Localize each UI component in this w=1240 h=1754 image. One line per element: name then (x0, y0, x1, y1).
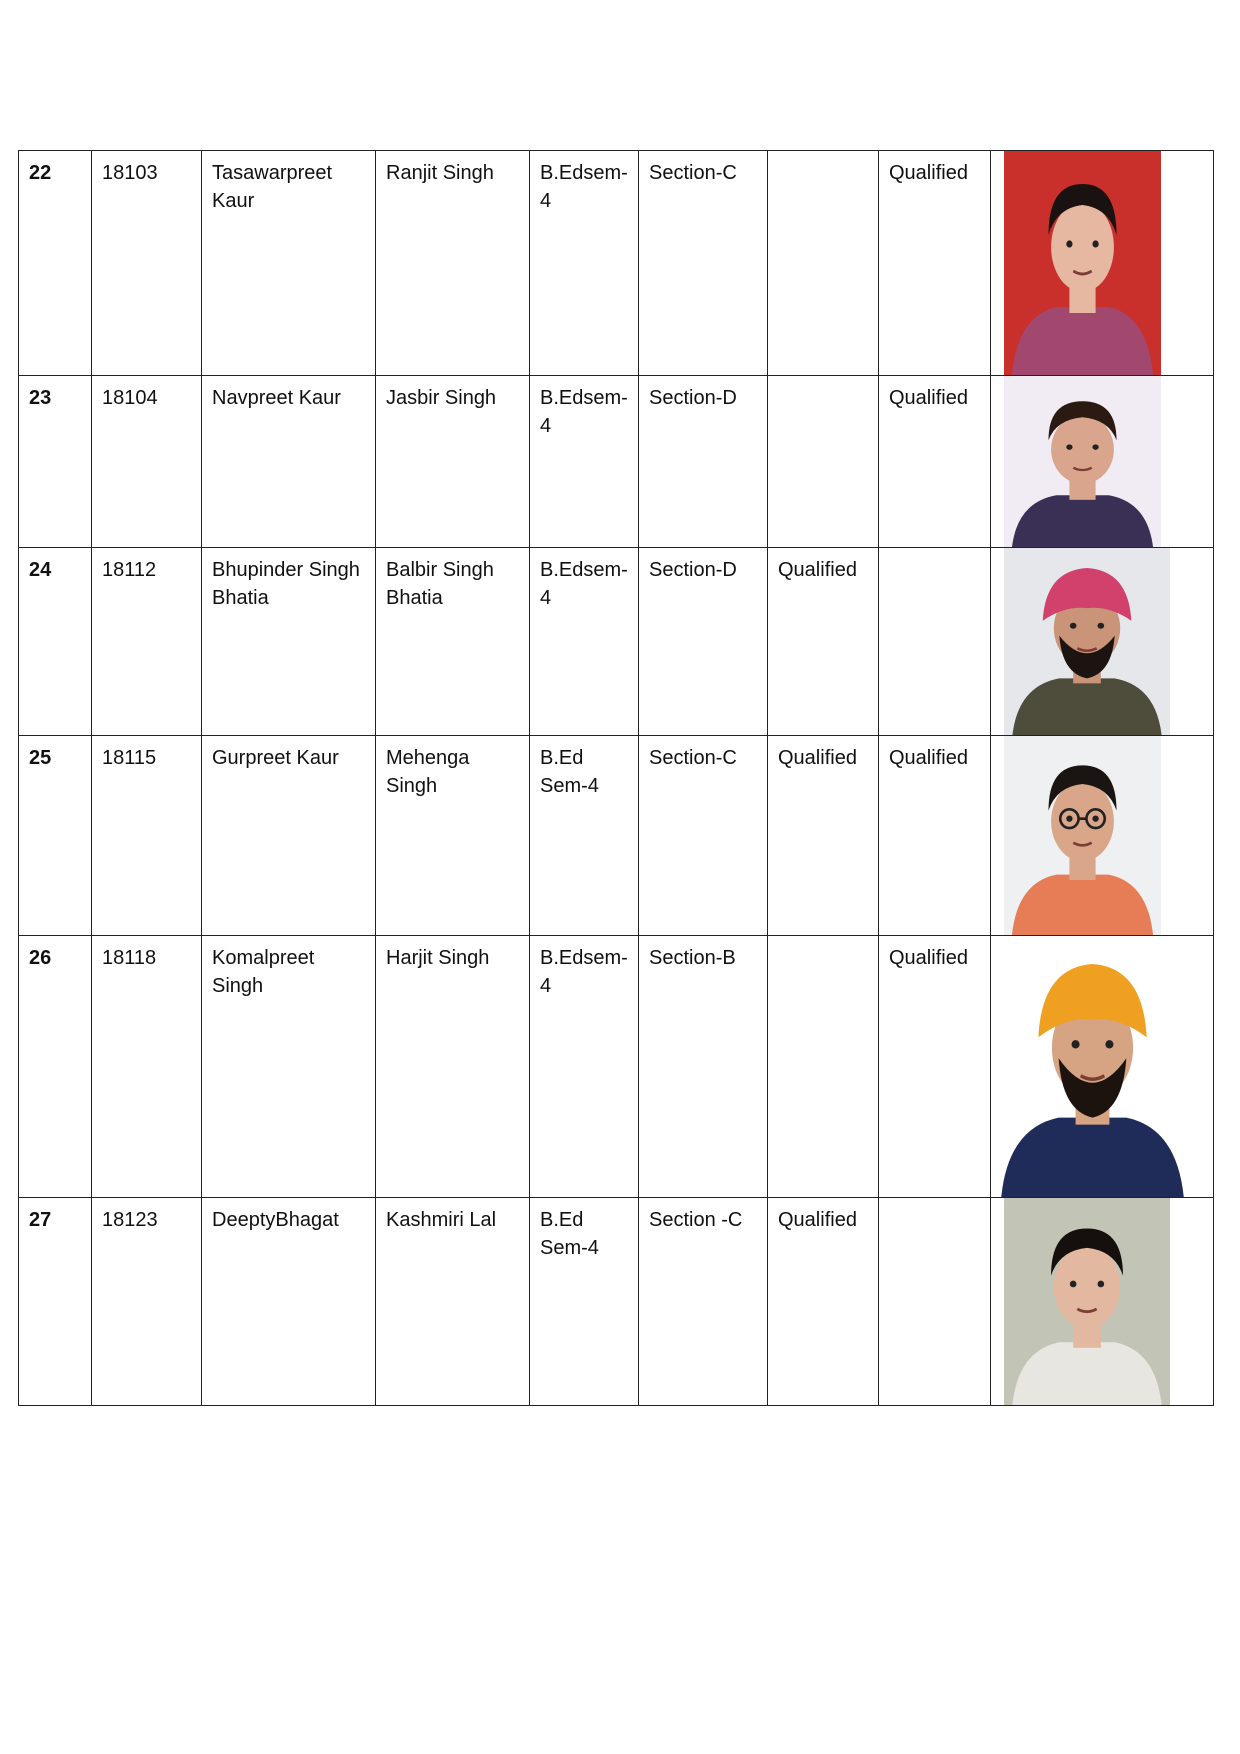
section-cell: Section-B (639, 936, 768, 1198)
student-photo (1004, 151, 1161, 376)
class-cell (530, 548, 639, 736)
roll-number-cell: 18103 (92, 151, 202, 376)
serial-number-cell: 25 (19, 736, 92, 936)
result-a-cell: Qualified (768, 1198, 879, 1406)
result-b-cell: Qualified (879, 736, 991, 936)
serial-number-cell: 24 (19, 548, 92, 736)
class-line-2: 4 (540, 587, 552, 609)
table-row (19, 376, 1214, 548)
class-line-2: Sem-4 (540, 1237, 599, 1259)
section-cell: Section-D (639, 376, 768, 548)
serial-number-cell: 22 (19, 151, 92, 376)
photo-cell (991, 736, 1214, 936)
class-cell (530, 151, 639, 376)
result-a-cell (768, 376, 879, 548)
table-row (19, 736, 1214, 936)
father-name-cell: Ranjit Singh (376, 151, 530, 376)
serial-number-cell: 27 (19, 1198, 92, 1406)
table-row (19, 1198, 1214, 1406)
roll-number-cell: 18104 (92, 376, 202, 548)
class-line-1: B.Ed (540, 1209, 584, 1231)
table-body (19, 151, 1214, 1406)
student-name-cell: Navpreet Kaur (202, 376, 376, 548)
class-cell (530, 736, 639, 936)
student-name-cell: Bhupinder Singh Bhatia (202, 548, 376, 736)
roll-number-cell: 18118 (92, 936, 202, 1198)
section-cell: Section-C (639, 736, 768, 936)
result-b-cell: Qualified (879, 936, 991, 1198)
photo-cell (991, 376, 1214, 548)
roll-number-cell: 18123 (92, 1198, 202, 1406)
section-cell: Section-D (639, 548, 768, 736)
class-line-2: Sem-4 (540, 775, 599, 797)
student-photo (991, 936, 1194, 1198)
father-name-cell: Kashmiri Lal (376, 1198, 530, 1406)
class-line-1: B.Edsem- (540, 559, 628, 581)
father-name-cell: Mehenga Singh (376, 736, 530, 936)
class-line-1: B.Edsem- (540, 162, 628, 184)
class-line-1: B.Edsem- (540, 947, 628, 969)
class-cell (530, 936, 639, 1198)
photo-cell (991, 1198, 1214, 1406)
table-row (19, 936, 1214, 1198)
student-photo (1004, 376, 1161, 548)
result-a-cell: Qualified (768, 548, 879, 736)
table-row (19, 151, 1214, 376)
student-name-cell: Komalpreet Singh (202, 936, 376, 1198)
class-line-2: 4 (540, 190, 552, 212)
serial-number-cell: 23 (19, 376, 92, 548)
roll-number-cell: 18112 (92, 548, 202, 736)
result-b-cell (879, 548, 991, 736)
student-photo (1004, 548, 1170, 736)
student-name-cell: DeeptyBhagat (202, 1198, 376, 1406)
student-photo (1004, 736, 1161, 936)
serial-number-cell: 26 (19, 936, 92, 1198)
photo-cell (991, 936, 1214, 1198)
class-line-2: 4 (540, 975, 552, 997)
student-record-table (18, 150, 1214, 1406)
student-name-cell: Tasawarpreet Kaur (202, 151, 376, 376)
class-cell (530, 376, 639, 548)
father-name-cell: Balbir Singh Bhatia (376, 548, 530, 736)
student-photo (1004, 1198, 1170, 1406)
result-a-cell (768, 151, 879, 376)
student-name-cell: Gurpreet Kaur (202, 736, 376, 936)
result-b-cell: Qualified (879, 376, 991, 548)
result-b-cell (879, 1198, 991, 1406)
father-name-cell: Harjit Singh (376, 936, 530, 1198)
roll-number-cell: 18115 (92, 736, 202, 936)
class-cell (530, 1198, 639, 1406)
result-a-cell: Qualified (768, 736, 879, 936)
section-cell: Section-C (639, 151, 768, 376)
class-line-1: B.Edsem- (540, 387, 628, 409)
section-cell: Section -C (639, 1198, 768, 1406)
table-row (19, 548, 1214, 736)
photo-cell (991, 151, 1214, 376)
class-line-1: B.Ed (540, 747, 584, 769)
father-name-cell: Jasbir Singh (376, 376, 530, 548)
result-b-cell: Qualified (879, 151, 991, 376)
result-a-cell (768, 936, 879, 1198)
photo-cell (991, 548, 1214, 736)
class-line-2: 4 (540, 415, 552, 437)
